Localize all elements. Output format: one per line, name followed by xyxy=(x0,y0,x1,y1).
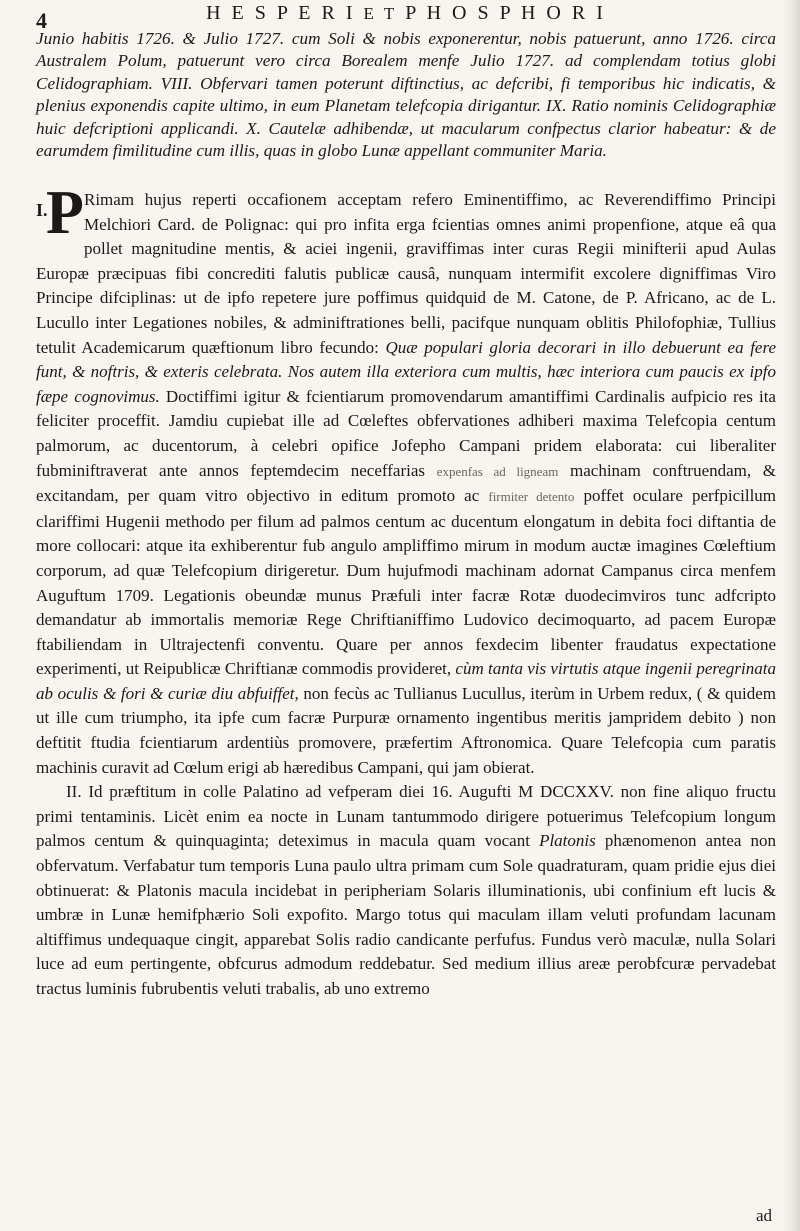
paragraph-two xyxy=(36,780,776,1001)
paragraph-two-rest: phænomenon antea non obfervatum. Verfabatur tum temporis Luna paulo ultra primam cum Sole quadraturam, quam pridie ejus diei obtinuerat: & Platonis macula incidebat in peripheriam Solaris illuminationis, ubi confinium eft lucis & umbræ in Lunæ hemifphærio Soli expofito. Margo totus qui maculam illam veluti profundam lacunam altiffimus undequaque cingit, apparebat Solis radio candicante perfufus. Fundus verò maculæ, nulla Solari luce ad eum pertingente, obfcurus admodum reddebatur. Sed medium illius areæ perobfcuræ pervadebat tractus luminis fubrubentis veluti trabalis, ab uno extremo xyxy=(36,831,777,998)
paragraph-one-end: non fecùs ac Tullianus Lucullus, iterùm in Urbem redux, ( & quidem ut ille cum triumpho, ita ipfe cum facræ Purpuræ ornamento ingentibus meritis jampridem debito ) non deftitit ftudia fcientiarum ardentiùs promovere, præfertim Aftronomica. Quare Telefcopia cum paratis machinis curavit ad Cœlum erigi ab hæredibus Campani, qui jam obierat. xyxy=(36,683,776,777)
page-edge-shadow xyxy=(782,0,800,1231)
faint-insertion-two: firmiter detento xyxy=(488,489,575,505)
catchword: ad xyxy=(755,1206,772,1225)
body-text xyxy=(36,179,777,1002)
running-title-phosphori: P H O S P H O R I xyxy=(405,2,606,24)
paragraph-two-start: II. Id præftitum in colle Palatino ad vefperam diei 16. Augufti M DCCXXV. non fine aliquo fructu primi tentaminis. Licèt enim ea nocte in Lunam tantummodo dirigere potuerimus Telefcopium longum palmos centum & quinquaginta; deteximus in macula quam vocant xyxy=(36,782,776,851)
paragraph-one-after-insert: machinam conftruendam, & excitandam, per quam vitro objectivo in editum promoto ac xyxy=(36,460,777,506)
cicero-quote: Quæ populari gloria decorari in illo debuerunt ea fere funt, & noftris, & exteris celebrata. Nos autem illa exteriora cum multis, hæc interiora cum paucis ex ipfo fæpe cognovimus. xyxy=(36,337,777,406)
drop-cap-letter: P xyxy=(46,179,84,247)
platonis-name: Platonis xyxy=(539,831,596,851)
chapter-summary: Junio habitis 1726. & Julio 1727. cum Soli & nobis exponerentur, nobis patuerunt, anno 1726. circa Australem Polum, patuerunt vero circa Borealem menfe Julio 1727. ad complendam totius globi Celidographiam. VIII. Obfervari tamen poterunt diftinctius, ac defcribi, fi temporibus hic indicatis, & plenius exponendis capite ultimo, in eum Planetam telefcopia dirigantur. IX. Ratio nominis Celidographiæ huic defcriptioni applicandi. X. Cautelæ adhibendæ, ut macularum confpectus clarior habeatur: & de earumdem fimilitudine cum illis, quas in globo Lunæ appellant communiter Maria. xyxy=(36,29,776,161)
paragraph-one-rest: poffet oculare perfpicillum clariffimi Hugenii methodo per filum ad palmos centum ac ducentum elongatum in debita foci diftantia de more collocari: atque ita exhiberentur fub angulo ampliffimo mirum in modum auctæ imagines Cœleftium corporum, ad quæ Telefcopium dirigeretur. Dum hujufmodi machinam adornat Campanus circa menfem Auguftum 1709. Legationis obeundæ munus Præfuli inter facræ Rotæ duodecimviros tunc adfcripto demandatur ab immortalis memoriæ Rege Chriftianiffimo Ludovico decimoquarto, ad pacem Europæ ftabiliendam in Ultrajectenfi conventu. Quare per annos fexdecim libenter fraudatus expectatione experimenti, ut Reipublicæ Chriftianæ commodis provideret, xyxy=(36,486,777,679)
section-numeral: I. xyxy=(36,200,48,220)
page-header xyxy=(36,2,776,33)
italic-passage: cùm tanta vis virtutis atque ingenii peregrinata ab oculis & fori & curiæ diu abfuiffet, xyxy=(36,659,776,703)
running-title-et: E T xyxy=(363,4,398,23)
faint-insertion: expenfas ad ligneam xyxy=(436,463,559,479)
running-title xyxy=(36,2,776,25)
running-title-hesperi: H E S P E R I xyxy=(206,2,356,24)
page-number: 4 xyxy=(36,8,47,33)
paragraph-one-opening: Rimam hujus reperti occafionem acceptam refero Eminentiffimo, ac Reverendiffimo Principi Melchiori Card. de Polignac: qui pro infita erga fcientias omnes animi propenfione, atque eâ qua pollet magnitudine mentis, & aciei ingenii, graviffimas inter curas Regii minifterii apud Aulas Europæ præcipuas fibi concrediti falutis publicæ causâ, nunquam intermifit excolere digniffimas Viro Principe difciplinas: ut de ipfo repetere jure poffimus quidquid de M. Catone, de P. Africano, ac de L. Lucullo inter Legationes nobiles, & adminiftrationes belli, pacifque nunquam oblitis Philofophiæ, Tullius tetulit Academicarum quæftionum libro fecundo: xyxy=(36,190,776,357)
drop-cap xyxy=(36,179,84,248)
paragraph-one-middle: Doctiffimi igitur & fcientiarum promovendarum amantiffimi Cardinalis aufpicio res ita feliciter proceffit. Jamdiu cupiebat ille ad Cœleftes obfervationes adhiberi maxima Telefcopia centum palmorum, ac ducentorum, à celebri opifice Jofepho Campani pridem elaborata: cui liberaliter fubminiftraverat ante annos feptemdecim neceffarias xyxy=(36,386,776,480)
paragraph-one xyxy=(36,179,777,780)
